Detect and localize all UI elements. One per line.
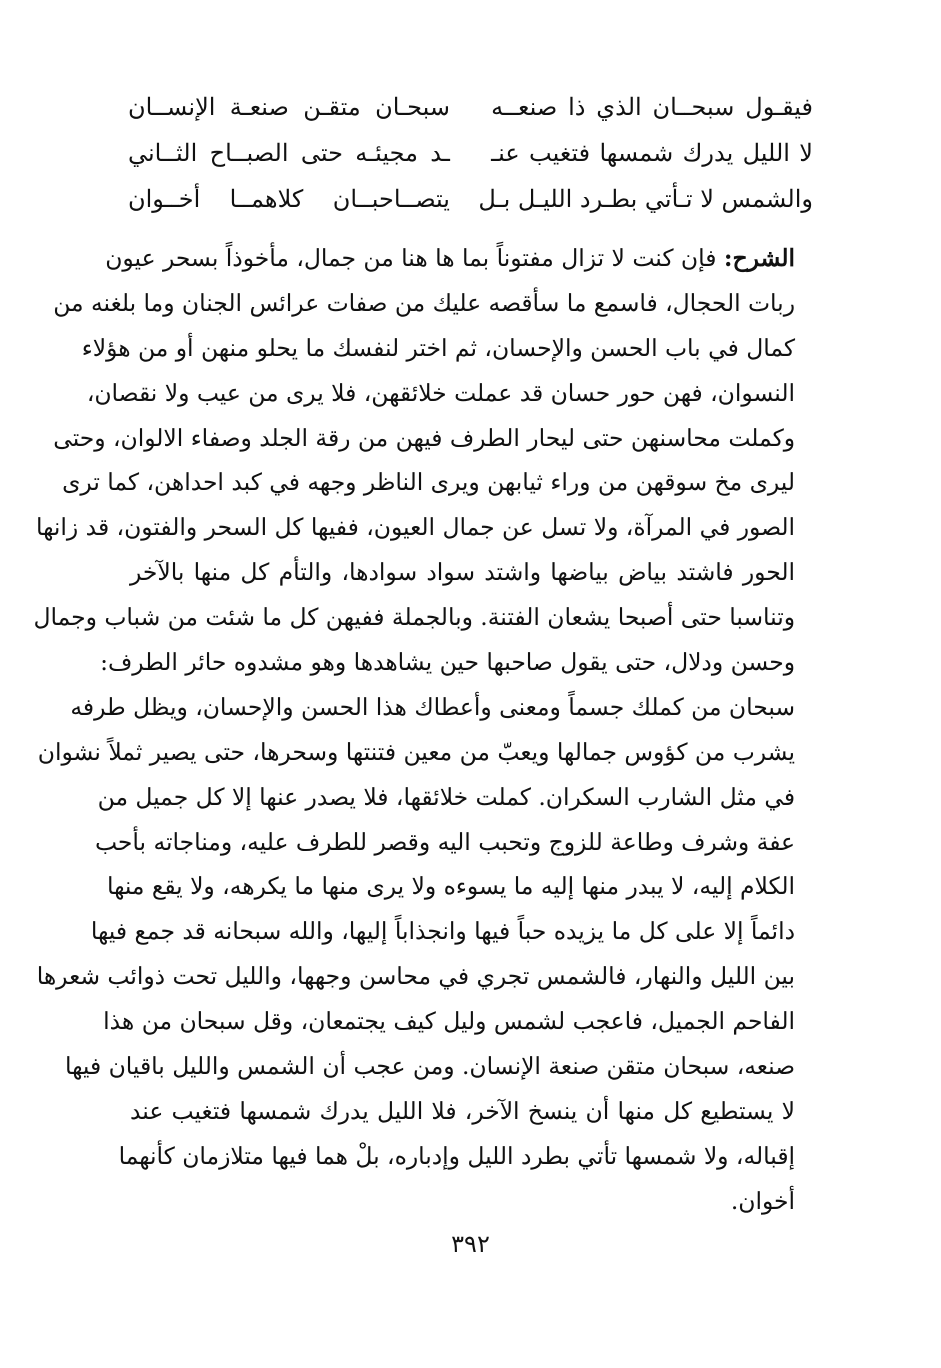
commentary-line: لا يستطيع كل منها أن ينسخ الآخر، فلا الليل يدرك شمسها فتغيب عند [130, 1096, 795, 1125]
commentary-line: الصور في المرآة، ولا تسل عن جمال العيون، ففيها كل السحر والفتون، قد زانها [36, 513, 795, 542]
verse-line [128, 176, 813, 222]
commentary-line: صنعه، سبحان متقن صنعة الإنسان. ومن عجب أن الشمس والليل باقيان فيها [65, 1052, 795, 1081]
commentary-line: وكملت محاسنهن حتى ليحار الطرف فيهن من رقة الجلد وصفاء الالوان، وحتى [53, 423, 795, 452]
commentary-line: أخوان. [730, 1186, 795, 1215]
verse-second-hemistich: ـد مجيئـه حتى الصبــاح الثــاني [128, 139, 450, 167]
commentary-label: الشرح: [723, 244, 795, 272]
commentary-line: ربات الحجال، فاسمع ما سأقصه عليك من صفات عرائس الجنان وما بلغنه من [53, 288, 795, 317]
commentary-line: كمال في باب الحسن والإحسان، ثم اختر لنفسك ما يحلو منهن أو من هؤلاء [81, 333, 795, 362]
commentary-line: الفاحم الجميل، فاعجب لشمس وليل كيف يجتمعان، وقل سبحان من هذا [103, 1007, 795, 1036]
commentary-line: النسوان، فهن حور حسان قد عملت خلائقهن، فلا يرى من عيب ولا نقصان، [86, 378, 795, 407]
commentary-line: وتناسبا حتى أصبحا يشعان الفتنة. وبالجملة ففيهن كل ما شئت من شباب وجمال [33, 603, 795, 632]
commentary-line: وحسن ودلال، حتى يقول صاحبها حين يشاهدها وهو مشدوه حائر الطرف: [100, 648, 795, 677]
commentary-line: يشرب من كؤوس جمالها ويعبّ من معين فتنتها وسحرها، حتى يصير ثملاً نشوان [37, 737, 795, 766]
commentary-text [33, 236, 795, 1224]
commentary-line: إقباله، ولا شمسها تأتي بطرد الليل وإدباره، بلْ هما فيها متلازمان كأنهما [118, 1141, 795, 1170]
commentary-line: ليرى مخ سوقهن من وراء ثيابهن ويرى الناظر وجهه في كبد احداهن، كما ترى [62, 468, 795, 497]
commentary-line: بين الليل والنهار، فالشمس تجري في محاسن وجهها، والليل تحت ذوائب شعرها [36, 962, 795, 991]
verse-second-hemistich: سبحـان متقـن صنعـة الإنســان [128, 93, 450, 121]
page-number: ٣٩٢ [451, 1230, 490, 1258]
verse-line [128, 84, 813, 130]
commentary-line: عفة وشرف وطاعة للزوج وتحبب اليه وقصر للطرف عليه، ومناجاته بأحب [94, 827, 795, 856]
commentary-line: الحور فاشتد بياض بياضها واشتد سواد سوادها، والتأم كل منها بالآخر [130, 558, 795, 587]
commentary-line: دائماً إلا على كل ما يزيده حباً فيها وانجذاباً إليها، والله سبحانه قد جمع فيها [90, 917, 795, 946]
commentary-line: سبحان من كملك جسماً ومعنى وأعطاك هذا الحسن والإحسان، ويظل طرفه [70, 692, 795, 721]
verse-line [128, 130, 813, 176]
commentary-line: الكلام إليه، لا يبدر منها إليه ما يسوءه ولا يرى منها ما يكرهه، ولا يقع منها [106, 872, 795, 901]
verse-first-hemistich: والشمس لا تـأتي بطـرد الليـل بـل [478, 185, 813, 213]
commentary-line [105, 236, 795, 281]
commentary-line-text: فإن كنت لا تزال مفتوناً بما ها هنا من جمال، مأخوذاً بسحر عيون [105, 244, 724, 272]
verse-second-hemistich: يتصــاحبــان كلاهمــا أخــوان [128, 185, 450, 213]
verse-first-hemistich: فيقـول سبحــان الذي ذا صنعــه [491, 93, 813, 121]
poem-verses [128, 84, 813, 222]
verse-first-hemistich: لا الليل يدرك شمسها فتغيب عنـ [491, 139, 813, 167]
commentary-line: في مثل الشارب السكران. كملت خلائقها، فلا يصدر عنها إلا كل جميل من [97, 782, 795, 811]
